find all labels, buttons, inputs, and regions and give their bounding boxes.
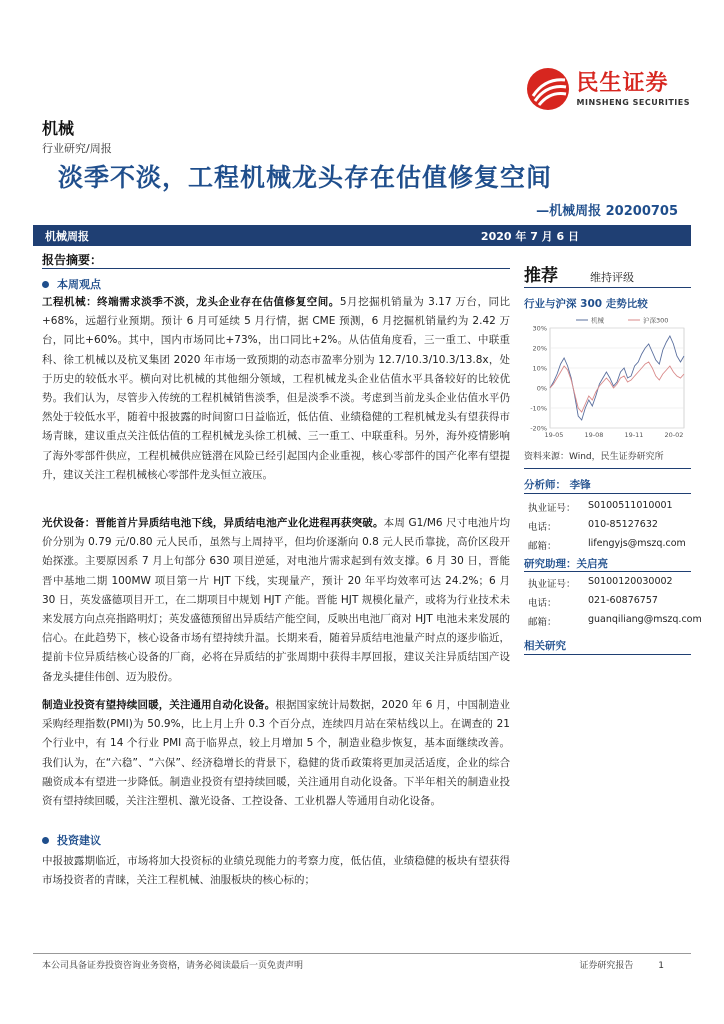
chart-source: 资料来源：Wind，民生证券研究所 [524,452,664,462]
summary-divider [42,268,510,269]
footer-label: 证券研究报告 [579,961,634,971]
bar-date: 2020 年 7 月 6 日 [480,229,579,243]
chart-y-tick-label: -10% [530,404,547,413]
analyst-license: 执业证号： S0100511010001 [528,500,673,514]
chart-y-tick-label: 10% [532,364,547,373]
paragraph-2-body: 本周 G1/M6 尺寸电池片均价分别为 0.79 元/0.80 元人民币，虽然与上周持平，但均价逐渐向 0.8 元人民币靠拢，高价区段开始探涨。主要原因系 7 月上旬部分 630 项目逆延，对电池片需求起到有效支撑。6 月 30 日，晋能晋中基地二期 100MW 项目第一片 HJT 下线，实现量产，预计 20 年平均效率可达 24.2%；6 月 30 日，英发盛德项目开工，在二期项目中规划 HJT 产能。晋能 HJT 规模化量产，或将为行业技术未来发展方向点亮指路明灯；英发盛德预留出异质结产能空间，反映出电池厂商对 HJT 电池未来发展的信心。在此趋势下，核心设备市场有望持续升温。长期来看，随着异质结电池量产时点的逐步临近，提前卡位异质结核心设备的厂商，必将在异质结的扩张周期中获得丰厚回报，建议关注异质结国产设备龙头捷佳伟创、迈为股份。 [42,517,510,683]
paragraph-2-lead: 光伏设备：晋能首片异质结电池下线，异质结电池产业化进程再获突破。 [42,517,384,529]
source-divider [524,468,691,469]
section-investment-advice-label: 投资建议 [57,834,101,847]
paragraph-1-lead: 工程机械：终端需求淡季不淡，龙头企业存在估值修复空间。 [42,296,340,308]
industry-vs-index-chart [524,312,691,448]
paragraph-pv-equipment [42,514,510,687]
bar-report-name: 机械周报 [45,229,89,243]
paragraph-3-lead: 制造业投资有望持续回暖，关注通用自动化设备。 [42,699,276,711]
section-weekly-view [42,276,101,292]
footer-right [579,958,664,971]
footer-divider [33,953,691,954]
related-research-heading: 相关研究 [524,640,566,652]
assistant-heading: 研究助理：关启亮 [524,558,608,570]
chart-y-tick-label: 20% [532,344,547,353]
assistant-license: 执业证号： S0100120030002 [528,576,673,590]
assistant-divider [524,571,691,572]
bullet-dot-icon [42,281,49,288]
chart-y-tick-label: 30% [532,324,547,333]
chart-x-tick-label: 19-11 [624,431,644,439]
report-type: 行业研究/周报 [42,142,112,155]
chart-legend-label: 沪深300 [643,316,669,325]
sector-label: 机械 [42,119,75,138]
paragraph-4-body: 中报披露期临近，市场将加大投资标的业绩兑现能力的考察力度，低估值，业绩稳健的板块有望获得市场投资者的青睐，关注工程机械、油服板块的核心标的； [42,855,510,887]
summary-heading: 报告摘要： [42,253,103,267]
assistant-email[interactable]: 邮箱： guanqiliang@mszq.com [528,614,702,628]
rating-block [524,261,691,286]
paragraph-investment-advice [42,852,510,890]
analyst-phone: 电话： 010-85127632 [528,519,658,533]
chart-legend-label: 机械 [591,316,604,325]
chart-x-tick-label: 19-05 [544,431,564,439]
analyst-email[interactable]: 邮箱： lifengyjs@mszq.com [528,538,686,552]
page-title: 淡季不淡，工程机械龙头存在估值修复空间 [58,163,553,192]
paragraph-manufacturing [42,696,510,811]
assistant-phone: 电话： 021-60876757 [528,595,658,609]
chart-y-tick-label: 0% [536,384,547,393]
chart-y-tick-label: -20% [530,424,547,433]
paragraph-1-body: 5月挖掘机销量为 3.17 万台，同比+68%，远超行业预期。预计 6 月可延续 5 月行情，据 CME 预测，6 月挖掘机销量约为 2.42 万台，同比+60%。其中，国内市场同比+73%，出口同比+2%。从估值角度看，三一重工、中联重科、徐工机械以及杭叉集团 2020 年市场一致预期的动态市盈率分别为 12.7/10.3/10.3/13.8x，处于历史的较低水平。横向对比机械的其他细分领域，工程机械龙头企业估值水平具备较好的比较优势。我们认为，尽管步入传统的工程机械销售淡季，但是淡季不淡。考虑到当前龙头企业估值水平仍然处于较低水平，随着中报披露的时间窗口日益临近，低估值、业绩稳健的工程机械龙头有望获得市场青睐，建议重点关注低估值的工程机械龙头徐工机械、三一重工、中联重科。另外，海外疫情影响了海外零部件供应，工程机械供应链潜在风险已经引起国内企业重视，核心零部件的国产化率有望提升，建议关注工程机械核心零部件龙头恒立液压。 [42,296,511,481]
header-bar [33,225,691,246]
section-weekly-view-label: 本周观点 [57,278,101,291]
analyst-divider [524,493,691,494]
page-number: 1 [658,961,664,971]
logo-name-cn: 民生证券 [576,70,669,96]
section-investment-advice [42,832,101,848]
rating-sub: 维持评级 [590,271,634,284]
chart-x-tick-label: 20-02 [664,431,684,439]
paragraph-3-body: 根据国家统计局数据，2020 年 6 月，中国制造业采购经理指数(PMI)为 50.9%，比上月上升 0.3 个百分点，连续四月站在荣枯线以上。在调查的 21 个行业中，有 14 个行业 PMI 高于临界点，较上月增加 5 个，制造业稳步恢复，基本面继续改善。我们认为，在“六稳”、“六保”、经济稳增长的背景下，稳健的货币政策将更加灵活适度，企业的综合融资成本有望进一步降低。制造业投资有望持续回暖，关注通用自动化设备。下半年相关的制造业投资有望持续回暖，关注注塑机、激光设备、工控设备、工业机器人等通用自动化设备。 [42,699,511,808]
chart-series-line-index [550,362,684,412]
company-logo [525,66,691,112]
bullet-dot-icon [42,837,49,844]
related-divider [524,654,691,655]
report-subtitle: —机械周报 20200705 [536,204,678,219]
footer-disclaimer: 本公司具备证券投资咨询业务资格，请务必阅读最后一页免责声明 [42,961,304,971]
minsheng-logo-icon [525,66,571,112]
rating-label: 推荐 [524,266,558,286]
chart-title: 行业与沪深 300 走势比较 [524,298,648,310]
rating-divider [524,287,691,288]
chart-x-tick-label: 19-08 [584,431,604,439]
paragraph-construction-machinery [42,293,510,485]
analyst-heading: 分析师： 李锋 [524,479,591,491]
logo-name-en: MINSHENG SECURITIES [576,97,690,107]
